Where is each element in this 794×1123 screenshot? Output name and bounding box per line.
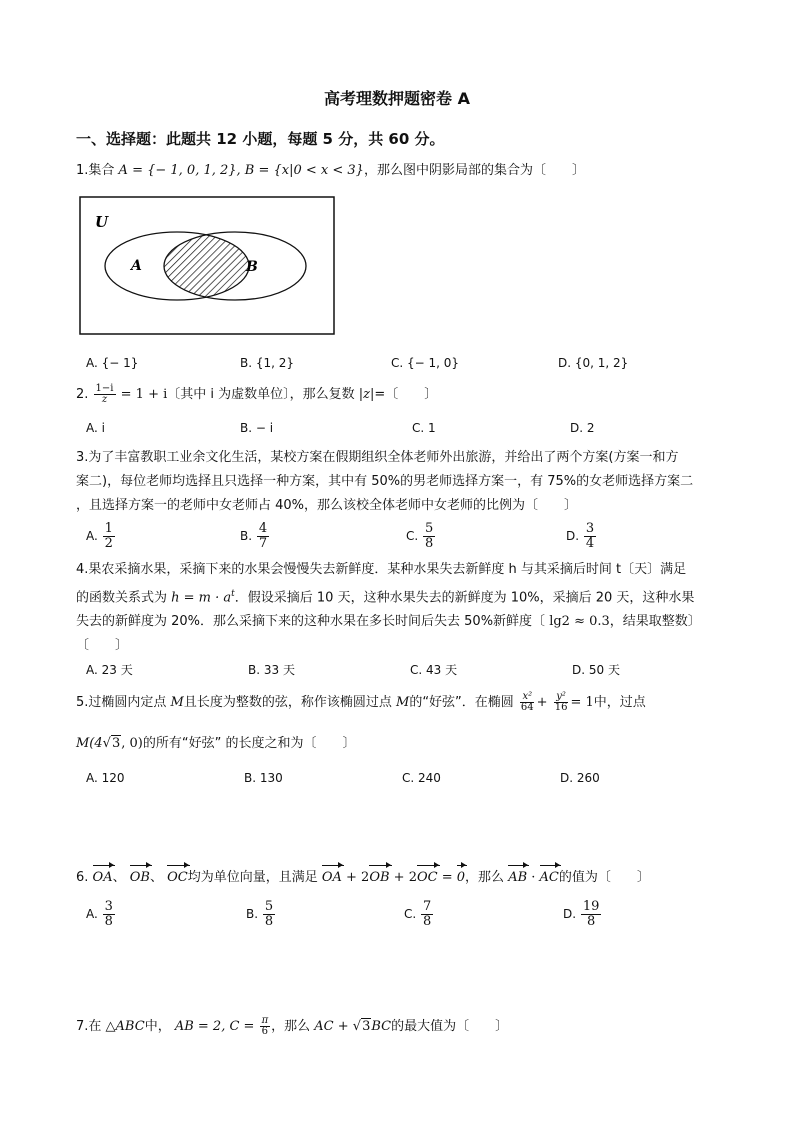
q3-line-3: ，且选择方案一的老师中女老师占 40%，那么该校全体老师中女老师的比例为〔 〕 (76, 498, 578, 513)
q4-line-4: 〔 〕 (76, 638, 129, 654)
q2-equation: = 1 + i (120, 387, 168, 402)
q1-number: 1.集合 (76, 163, 115, 178)
question-2-stem (76, 384, 437, 405)
q2-option-b[interactable]: B. − i (240, 421, 274, 435)
q6-option-c[interactable]: C. $\frac{7}{8}$ (404, 899, 432, 929)
q6-option-a[interactable]: A. $\frac{3}{8}$ (86, 899, 113, 929)
q2-option-c[interactable]: C. 1 (412, 421, 436, 435)
q3-option-d[interactable]: D. $\frac{3}{4}$ (566, 521, 595, 551)
q2-option-d[interactable]: D. 2 (570, 421, 595, 435)
q4-option-b[interactable]: B. 33 天 (248, 663, 295, 677)
q4-option-c[interactable]: C. 43 天 (410, 663, 458, 677)
q2-number: 2. (76, 387, 89, 402)
q3-option-c[interactable]: C. $\frac{5}{8}$ (406, 521, 434, 551)
q1-option-b[interactable]: B. {1, 2} (240, 356, 295, 370)
q5-option-c[interactable]: C. 240 (402, 771, 441, 785)
q4-line-2: 的函数关系式为 $h = m \cdot a^t$．假设采摘后 10 天，这种水果失去的新鲜度为 10%，采摘后 20 天，这种水果 (76, 589, 695, 606)
q3-line-1: 3.为了丰富教职工业余文化生活，某校方案在假期组织全体老师外出旅游，并给出了两个方案(方案一和方 (76, 450, 679, 465)
q3-line-2: 案二)，每位老师均选择且只选择一种方案，其中有 50%的男老师选择方案一，有 75%的女老师选择方案二 (76, 474, 694, 489)
q4-option-a[interactable]: A. 23 天 (86, 663, 133, 677)
exam-title: 高考理数押题密卷 A (324, 89, 470, 108)
question-5-stem-line-2: M(4√3, 0)的所有“好弦” 的长度之和为〔 〕 (76, 736, 356, 751)
question-3-stem (76, 446, 722, 518)
q4-line-1: 4.果农采摘水果，采摘下来的水果会慢慢失去新鲜度．某种水果失去新鲜度 h 与其采摘后时间 t〔天〕满足 (76, 562, 687, 577)
question-6-stem: 6. OA、 OB、 OC均为单位向量，且满足 OA + 2OB + 2OC = 0，那么 AB · AC的值为〔 〕 (76, 868, 650, 888)
q1-option-a[interactable]: A. {− 1} (86, 356, 139, 370)
q1-option-c[interactable]: C. {− 1, 0} (391, 356, 460, 370)
label-b: B (246, 259, 258, 275)
q2-mid: 〔其中 i 为虚数单位〕，那么复数 (167, 387, 359, 402)
question-1-stem (76, 161, 585, 181)
question-7-stem: 7.在 △ABC中， AB = 2, C = $\frac{\pi}{6}$ ，那么 AC + √3BC的最大值为〔 〕 (76, 1015, 509, 1037)
q4-option-d[interactable]: D. 50 天 (572, 663, 620, 677)
q2-tail: =〔 〕 (374, 387, 438, 402)
q4-line-3: 失去的新鲜度为 20%．那么采摘下来的这种水果在多长时间后失去 50%新鲜度〔 lg2 ≈ 0.3，结果取整数〕 (76, 614, 701, 630)
q6-option-b[interactable]: B. $\frac{5}{8}$ (246, 899, 274, 929)
q5-option-b[interactable]: B. 130 (244, 771, 283, 785)
q1-option-d[interactable]: D. {0, 1, 2} (558, 356, 629, 370)
venn-diagram (79, 196, 337, 336)
q2-option-a[interactable]: A. i (86, 421, 105, 435)
label-a: A (131, 258, 142, 274)
q1-sets: A = {− 1, 0, 1, 2}, B = {x|0 < x < 3} (118, 163, 364, 178)
question-4-stem (76, 558, 722, 658)
q3-option-a[interactable]: A. $\frac{1}{2}$ (86, 521, 113, 551)
q6-option-d[interactable]: D. $\frac{19}{8}$ (563, 899, 600, 929)
q2-abs: |z| (358, 387, 375, 402)
q1-tail: ，那么图中阴影局部的集合为〔 〕 (363, 163, 585, 178)
q3-option-b[interactable]: B. $\frac{4}{7}$ (240, 521, 268, 551)
q5-option-a[interactable]: A. 120 (86, 771, 125, 785)
q5-option-d[interactable]: D. 260 (560, 771, 600, 785)
question-5-stem-line-1: 5.过椭圆内定点 M且长度为整数的弦，称作该椭圆过点 M的“好弦”．在椭圆 $\frac{\text{x²}}{64}$ + $\frac{\text{y²}}{16}$ = 1中，过点 (76, 691, 646, 713)
section-heading: 一、选择题：此题共 12 小题，每题 5 分，共 60 分。 (76, 130, 445, 148)
q2-fraction: $\frac{1-i}{z}$ (95, 383, 114, 405)
label-u: U (95, 213, 109, 231)
